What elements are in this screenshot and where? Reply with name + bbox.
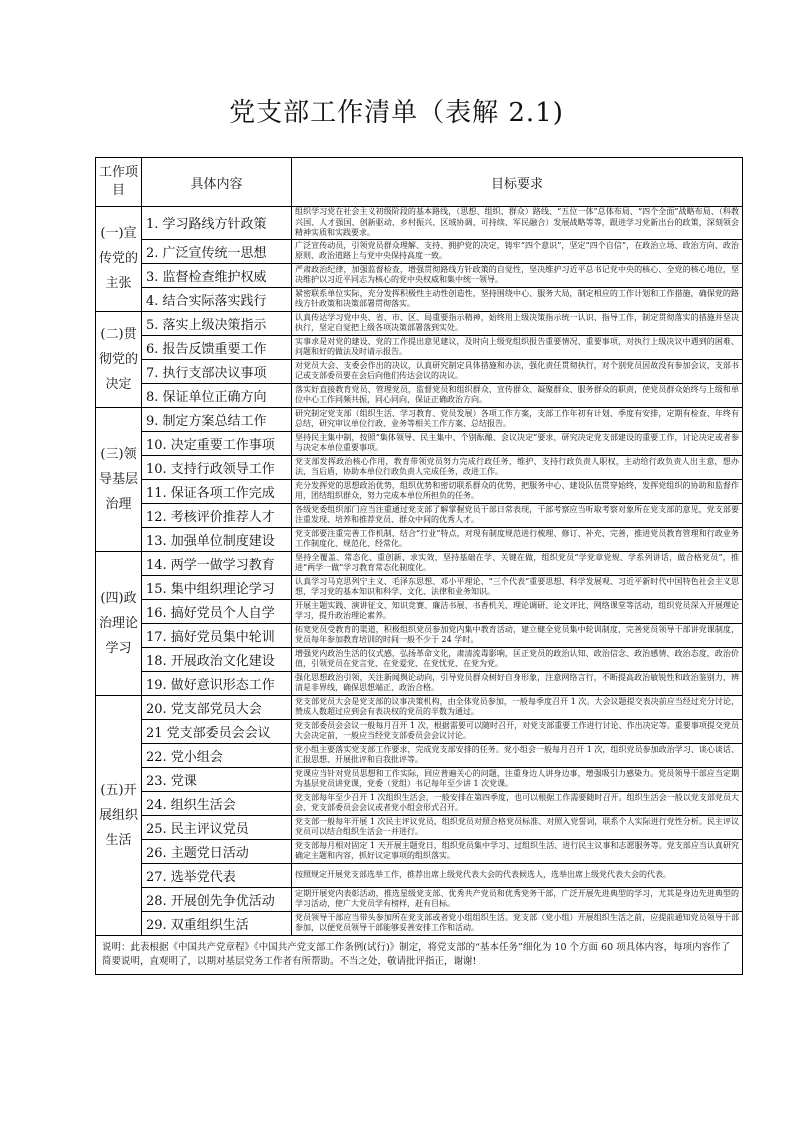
header-goal: 目标要求	[292, 158, 743, 207]
header-category: 工作项目	[96, 158, 142, 207]
item-name: 24. 组织生活会	[142, 791, 292, 815]
item-goal: 党课应当针对党员思想和工作实际，回应普遍关心的问题，注重身边人讲身边事，增强吸引力感染力。党员领导干部应当定期为基层党员讲党课，党委（党组）书记每年至少讲 1 次党课。	[292, 767, 743, 791]
table-row	[96, 599, 743, 623]
item-name: 8. 保证单位正确方向	[142, 383, 292, 407]
table-row	[96, 863, 743, 887]
table-row	[96, 263, 743, 287]
item-name: 7. 执行支部决议事项	[142, 359, 292, 383]
table-row	[96, 695, 743, 719]
table-row	[96, 887, 743, 911]
note-row	[96, 935, 743, 974]
item-name: 20. 党支部党员大会	[142, 695, 292, 719]
table-row	[96, 287, 743, 311]
table-row	[96, 455, 743, 479]
item-goal: 定期开展党内表彰活动，推选星级党支部、优秀共产党员和优秀党务干部，广泛开展先进典型的学习，尤其是身边先进典型的学习活动，使广大党员学有榜样，赶有目标。	[292, 887, 743, 911]
section-label: (二)贯彻党的决定	[96, 311, 142, 407]
table-header-row	[96, 158, 743, 207]
item-goal: 党支部一般每年开展 1 次民主评议党员，组织党员对照合格党员标准、对照入党誓词，联系个人实际进行党性分析。民主评议党员可以结合组织生活会一并进行。	[292, 815, 743, 839]
item-goal: 落实好直接教育党员、管理党员，监督党员和组织群众、宣传群众、凝聚群众、服务群众的职责，使党员群众始终与上级和单位中心工作同频共振，同心同向，保证正确政治方向。	[292, 383, 743, 407]
item-name: 11. 保证各项工作完成	[142, 479, 292, 503]
item-goal: 广泛宣传动员，引领党员群众理解、支持、拥护党的决定，铸牢“四个意识”，坚定“四个自信”，在政治立场、政治方向、政治原则、政治道路上与党中央保持高度一致。	[292, 239, 743, 263]
item-name: 16. 搞好党员个人自学	[142, 599, 292, 623]
table-row	[96, 359, 743, 383]
item-name: 18. 开展政治文化建设	[142, 647, 292, 671]
table-row	[96, 527, 743, 551]
item-goal: 拓宽党员受教育的渠道，积极组织党员参加党内集中教育活动，建立健全党员集中轮训制度，完善党员领导干部讲党课制度，党员每年参加教育培训的时间一般不少于 24 学时。	[292, 623, 743, 647]
item-goal: 党支部发挥政治核心作用，教育带领党员努力完成行政任务，维护、支持行政负责人职权，主动给行政负责人出主意，想办法，当后盾，协助本单位行政负责人完成任务，改进工作。	[292, 455, 743, 479]
header-content: 具体内容	[142, 158, 292, 207]
table-row	[96, 575, 743, 599]
work-list-table	[95, 157, 743, 975]
item-name: 26. 主题党日活动	[142, 839, 292, 863]
item-name: 5. 落实上级决策指示	[142, 311, 292, 335]
item-name: 12. 考核评价推荐人才	[142, 503, 292, 527]
item-name: 19. 做好意识形态工作	[142, 671, 292, 695]
item-goal: 各级党委组织部门应当注重通过党支部了解掌握党员干部日常表现，干部考察应当听取考察对象所在党支部的意见，党支部要注重发现、培养和推荐党员、群众中间的优秀人才。	[292, 503, 743, 527]
table-row	[96, 791, 743, 815]
table-row	[96, 239, 743, 263]
table-row	[96, 647, 743, 671]
item-goal: 党小组主要落实党支部工作要求，完成党支部安排的任务。党小组会一般每月召开 1 次，组织党员参加政治学习、谈心谈话、汇报思想、开展批评和自我批评等。	[292, 743, 743, 767]
item-goal: 研究制定党支部（组织生活、学习教育、党员发展）各项工作方案，支部工作年初有计划、季度有安排，定期有检查、年终有总结，研究审议单位行政、业务等相关工作方案、总结报告。	[292, 407, 743, 431]
item-goal: 对党员大会、支委会作出的决议，认真研究制定具体措施和办法，强化责任贯彻执行，对个别党员因故没有参加会议，支部书记或支部委员要在会后向他们传达会议的决议。	[292, 359, 743, 383]
item-goal: 党支部委员会会议一般每月召开 1 次，根据需要可以随时召开，对党支部重要工作进行讨论、作出决定等。重要事项提交党员大会决定前，一般应当经党支部委员会会议讨论。	[292, 719, 743, 743]
item-goal: 认真学习马克思列宁主义、毛泽东思想、邓小平理论、“三个代表”重要思想、科学发展观、习近平新时代中国特色社会主义思想，学习党的基本知识和科学、文化、法律和业务知识。	[292, 575, 743, 599]
item-name: 17. 搞好党员集中轮训	[142, 623, 292, 647]
item-goal: 党支部每年至少召开 1 次组织生活会，一般安排在第四季度，也可以根据工作需要随时召开。组织生活会一般以党支部党员大会、党支部委员会会议或者党小组会形式召开。	[292, 791, 743, 815]
table-row	[96, 503, 743, 527]
table-row	[96, 551, 743, 575]
item-goal: 认真传达学习党中央、省、市、区、局重要指示精神，始终用上级决策指示统一认识、指导工作，制定贯彻落实的措施并坚决执行，坚定自觉把上级各项决策部署落到实处。	[292, 311, 743, 335]
table-row	[96, 911, 743, 935]
table-row	[96, 311, 743, 335]
item-name: 23. 党课	[142, 767, 292, 791]
item-goal: 党员领导干部应当带头参加所在党支部或者党小组组织生活。党支部（党小组）开展组织生活之前，应提前通知党员领导干部参加，以便党员领导干部能够妥善安排工作和活动。	[292, 911, 743, 935]
item-name: 25. 民主评议党员	[142, 815, 292, 839]
item-name: 13. 加强单位制度建设	[142, 527, 292, 551]
item-goal: 组织学习党在社会主义初级阶段的基本路线，（思想、组织、群众）路线、“五位一体”总体布局、“四个全面”战略布局、（科教兴国、人才强国、创新驱动、乡村振兴、区域协调、可持续、军民融合）发展战略等等，跟进学习党新出台的政策，深刻领会精神实质和实践要求。	[292, 207, 743, 240]
table-row	[96, 431, 743, 455]
table-row	[96, 479, 743, 503]
item-goal: 党支部要注重完善工作机制，结合“行业”特点，对现有制度规范进行梳理、修订、补充、完善，推进党员教育管理和行政业务工作制度化、规范化、经常化。	[292, 527, 743, 551]
item-name: 15. 集中组织理论学习	[142, 575, 292, 599]
item-goal: 党支部每月相对固定 1 天开展主题党日，组织党员集中学习、过组织生活、进行民主议事和志愿服务等。党支部应当认真研究确定主题和内容，抓好议定事项的组织落实。	[292, 839, 743, 863]
table-row	[96, 623, 743, 647]
table-note: 说明：此表根据《中国共产党章程》《中国共产党支部工作条例(试行)》制定，将党支部的“基本任务”细化为 10 个方面 60 项具体内容，每项内容作了简要说明，直观明了，以期对基层党务工作者有所帮助。不当之处，敬请批评指正，谢谢!	[96, 935, 743, 974]
item-name: 22. 党小组会	[142, 743, 292, 767]
item-goal: 严肃政治纪律，加强监督检查，增强贯彻路线方针政策的自觉性，坚决维护习近平总书记党中央的核心、全党的核心地位，坚决维护以习近平同志为核心的党中央权威和集中统一领导。	[292, 263, 743, 287]
table-row	[96, 839, 743, 863]
item-name: 29. 双重组织生活	[142, 911, 292, 935]
item-name: 6. 报告反馈重要工作	[142, 335, 292, 359]
item-name: 2. 广泛宣传统一思想	[142, 239, 292, 263]
item-goal: 开展主题实践、演讲征文、知识竞赛、廉洁书展、书香机关、理论调研、论文评比、网络课堂等活动，组织党员深入开展理论学习，提升政治理论素养。	[292, 599, 743, 623]
item-name: 1. 学习路线方针政策	[142, 207, 292, 240]
item-name: 4. 结合实际落实践行	[142, 287, 292, 311]
table-row	[96, 207, 743, 240]
item-goal: 实事求是对党的建设、党的工作提出意见建议，及时向上级党组织报告重要情况、重要事项，对执行上级决议中遇到的困难、问题和好的做法及时请示报告。	[292, 335, 743, 359]
item-goal: 坚持全覆盖、常态化、重创新、求实效，坚持基础在学、关键在做，组织党员“学党章党规、学系列讲话，做合格党员”，推进“两学一做”学习教育常态化制度化。	[292, 551, 743, 575]
item-goal: 紧密联系单位实际，充分发挥积极性主动性创造性，坚持围绕中心、服务大局，制定相应的工作计划和工作措施，确保党的路线方针政策和决策部署贯彻落实。	[292, 287, 743, 311]
item-name: 3. 监督检查维护权威	[142, 263, 292, 287]
section-label: (四)政治理论学习	[96, 551, 142, 695]
item-name: 21 党支部委员会会议	[142, 719, 292, 743]
item-name: 27. 选举党代表	[142, 863, 292, 887]
item-name: 10. 决定重要工作事项	[142, 431, 292, 455]
table-row	[96, 815, 743, 839]
item-goal: 充分发挥党的思想政治优势，组织优势和密切联系群众的优势，把服务中心、建设队伍贯穿始终，发挥党组织的协助和监督作用，团结组织群众，努力完成本单位所担负的任务。	[292, 479, 743, 503]
item-goal: 按照规定开展党支部选举工作，推荐出席上级党代表大会的代表候选人，选举出席上级党代表大会的代表。	[292, 863, 743, 887]
section-label: (一)宣传党的主张	[96, 207, 142, 312]
table-row	[96, 743, 743, 767]
table-row	[96, 335, 743, 359]
table-row	[96, 767, 743, 791]
item-name: 10. 支持行政领导工作	[142, 455, 292, 479]
item-goal: 增强党内政治生活的仪式感，弘扬革命文化，肃清流毒影响，匡正党员的政治认知、政治信念、政治感情、政治态度，政治价值，引领党员在党言党、在党爱党、在党忧党、在党为党。	[292, 647, 743, 671]
table-row	[96, 383, 743, 407]
item-goal: 坚持民主集中制，按照“集体领导、民主集中、个别酝酿、会议决定”要求，研究决定党支部建设的重要工作，讨论决定或者参与决定本单位重要事项。	[292, 431, 743, 455]
section-label: (五)开展组织生活	[96, 695, 142, 935]
item-name: 9. 制定方案总结工作	[142, 407, 292, 431]
table-row	[96, 407, 743, 431]
section-label: (三)领导基层治理	[96, 407, 142, 551]
item-goal: 强化思想政治引领，关注新闻舆论动向，引导党员群众树好自身形象，注意网络言行，不断提高政治敏锐性和政治鉴别力，辨清是非界线，确保思想端正、政治合格。	[292, 671, 743, 695]
item-name: 28. 开展创先争优活动	[142, 887, 292, 911]
item-name: 14. 两学一做学习教育	[142, 551, 292, 575]
item-goal: 党支部党员大会是党支部的议事决策机构，由全体党员参加，一般每季度召开 1 次。大会议题提交表决前应当经过充分讨论，赞成人数超过应到会有表决权的党员的半数为通过。	[292, 695, 743, 719]
table-row	[96, 671, 743, 695]
page-title: 党支部工作清单（表解 2.1)	[229, 98, 564, 128]
table-row	[96, 719, 743, 743]
